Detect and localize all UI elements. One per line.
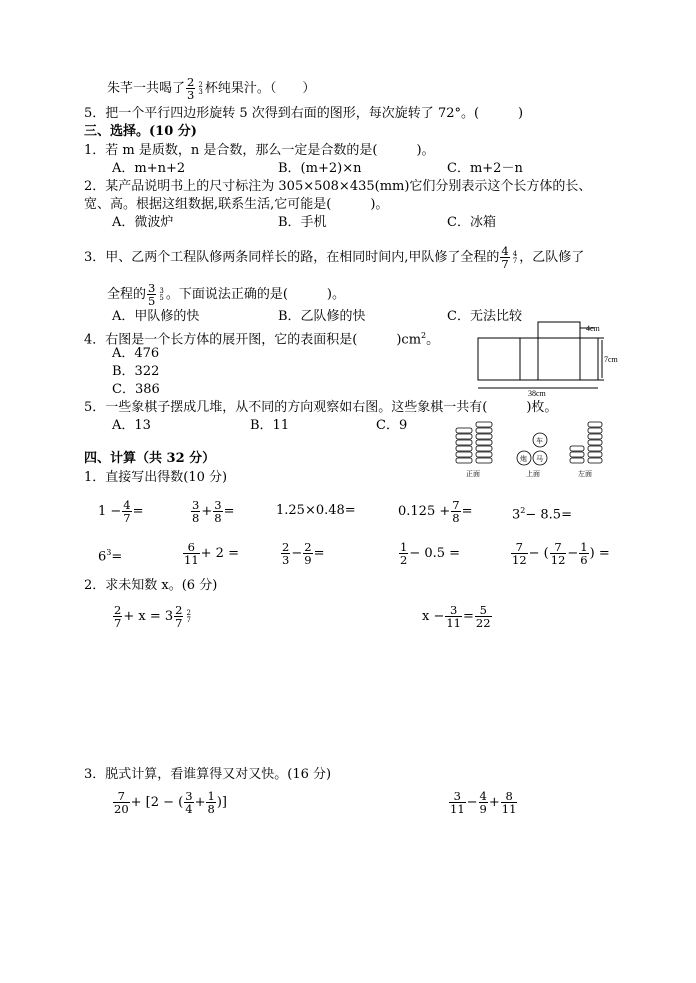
s3-q4-sup: 2	[421, 331, 427, 340]
expr-2: $\frac{3}{8}$ + $\frac{3}{8}$ =	[192, 498, 235, 525]
chess-views-figure	[452, 418, 612, 480]
label-left: 左面	[578, 470, 592, 478]
s3-q2-option-b[interactable]: B．手机	[278, 215, 327, 230]
s3-q3-line2-end: 。下面说法正确的是( )。	[165, 287, 345, 302]
q4-suffix: 杯纯果汁。（ ）	[204, 81, 316, 96]
s3-q4-option-c[interactable]: C．386	[112, 382, 160, 397]
stepwise-expr-1: $\frac{7}{20}$ + [2 − ( $\frac{3}{4}$ + $\frac{1}{8}$ )]	[114, 789, 227, 816]
section4-title: 四、计算（共 32 分）	[84, 451, 216, 466]
net-label-38cm: 38cm	[528, 389, 546, 398]
s3-q1-option-a[interactable]: A．m+n+2	[112, 161, 186, 176]
s3-q2-line1: 2．某产品说明书上的尺寸标注为 305×508×435(mm)它们分别表示这个长方体的长、	[84, 179, 592, 194]
net-label-4cm: 4cm	[586, 324, 600, 333]
s3-q2-option-a[interactable]: A．微波炉	[112, 215, 174, 230]
label-front: 正面	[466, 470, 480, 478]
s3-q3-text: 3．甲、乙两个工程队修两条同样长的路，在相同时间内,甲队修了全程的	[84, 250, 500, 265]
s3-q3-line2-prefix: 全程的	[107, 287, 147, 302]
expr-4: 0.125 + $\frac{7}{8}$ =	[398, 498, 473, 525]
piece-ma: 马	[536, 455, 543, 463]
expr-1: 1 − $\frac{4}{7}$ =	[98, 498, 144, 525]
expr-5: $3^2- 8.5=$	[512, 506, 572, 523]
section3-title: 三、选择。(10 分)	[84, 124, 197, 139]
net-label-7cm: 7cm	[604, 355, 618, 364]
s3-q3-line1	[84, 245, 584, 270]
s3-q5-option-b[interactable]: B．11	[250, 418, 290, 433]
s4-p2-title: 2．求未知数 x。(6 分)	[84, 578, 218, 593]
s3-q1-stem: 1．若 m 是质数，n 是合数，那么一定是合数的是( )。	[84, 143, 435, 158]
s3-q3-option-b[interactable]: B．乙队修的快	[278, 309, 366, 324]
q4-judgement-line	[107, 76, 315, 101]
s3-q5-option-a[interactable]: A．13	[112, 418, 151, 433]
piece-che: 车	[536, 437, 543, 445]
q4-small-fraction: 2 3	[198, 80, 203, 96]
s3-q3-small2: 3 5	[159, 286, 164, 302]
expr-6: $6^3=$	[98, 548, 123, 565]
q5-judgement: 5．把一个平行四边形旋转 5 次得到右面的图形，每次旋转了 72°。( )	[84, 106, 524, 121]
s3-q3-fraction1: $\frac{4}{7}$	[501, 244, 509, 271]
s3-q4-end: 。	[426, 332, 440, 348]
s3-q2-option-c[interactable]: C．冰箱	[447, 215, 496, 230]
stepwise-expr-2: $\frac{3}{11}$ − $\frac{4}{9}$ + $\frac{8}{11}$	[450, 789, 517, 816]
q4-fraction: $\frac{2}{3}$	[187, 75, 195, 102]
s3-q1-option-c[interactable]: C．m+2－n	[447, 161, 523, 176]
q4-prefix: 朱芊一共喝了	[107, 81, 186, 96]
s3-q3-line1-end: ，乙队修了	[519, 250, 585, 265]
s3-q1-option-b[interactable]: B．(m+2)×n	[278, 161, 362, 176]
s3-q3-fraction2: $\frac{3}{5}$	[148, 281, 156, 308]
expr-8: $\frac{2}{3}$ − $\frac{2}{9}$ =	[282, 540, 325, 567]
expr-10: $\frac{7}{12}$ − ( $\frac{7}{12}$ − $\frac{1}{6}$ ) =	[512, 540, 610, 567]
expr-3: 1.25×0.48=	[276, 503, 356, 518]
s3-q4-option-a[interactable]: A．476	[112, 346, 160, 361]
label-top: 上面	[526, 470, 540, 478]
s3-q2-line2: 宽、高。根据这组数据,联系生活,它可能是( )。	[84, 197, 389, 212]
s3-q5-stem: 5．一些象棋子摆成几堆，从不同的方向观察如右图。这些象棋一共有( )枚。	[84, 400, 558, 415]
expr-7: $\frac{6}{11}$ + 2 =	[184, 540, 239, 567]
s4-p1-title: 1．直接写出得数(10 分)	[84, 470, 228, 485]
piece-pao: 炮	[520, 455, 527, 463]
s4-p3-title: 3．脱式计算，看谁算得又对又快。(16 分)	[84, 767, 332, 782]
s3-q3-option-a[interactable]: A．甲队修的快	[112, 309, 200, 324]
equation-2: x − $\frac{3}{11}$ = $\frac{5}{22}$	[422, 603, 491, 630]
expr-9: $\frac{1}{2}$ − 0.5 =	[400, 540, 461, 567]
s3-q3-small1: 4 7	[512, 249, 518, 265]
cuboid-net-figure	[470, 318, 630, 398]
s3-q3-line2	[107, 282, 345, 307]
s3-q4-text: 4．右图是一个长方体的展开图，它的表面积是( )cm	[84, 332, 422, 348]
s3-q3-option-c[interactable]: C．无法比较	[447, 309, 522, 324]
s3-q5-option-c[interactable]: C．9	[376, 418, 408, 433]
equation-1: $\frac{2}{7}$ + x = 3 $\frac{2}{7}$ 2 7	[114, 603, 191, 630]
s3-q4-option-b[interactable]: B．322	[112, 364, 160, 379]
